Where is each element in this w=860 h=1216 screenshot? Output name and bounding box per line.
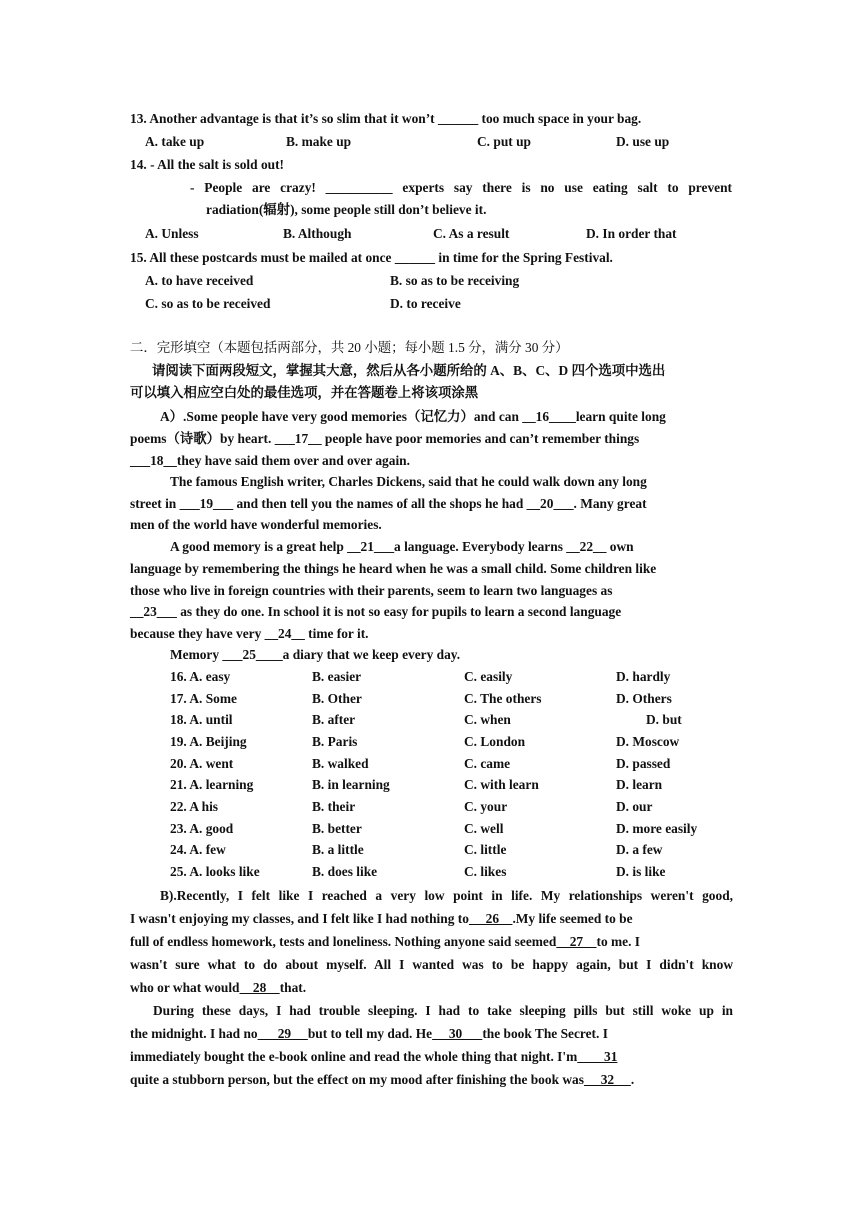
passage-a-line: The famous English writer, Charles Dickens, said that he could walk down any long bbox=[170, 474, 647, 489]
option-c: C. so as to be received bbox=[145, 296, 271, 311]
option-a: A. take up bbox=[145, 134, 205, 149]
passage-a-line: __23___ as they do one. In school it is not so easy for pupils to learn a second language bbox=[130, 604, 622, 619]
question-15-stem: 15. All these postcards must be mailed at once ______ in time for the Spring Festival. bbox=[130, 250, 613, 265]
question-14-stem: 14. - All the salt is sold out! bbox=[130, 157, 285, 172]
passage-a-line: because they have very __24__ time for it. bbox=[130, 626, 369, 641]
option-c: C. put up bbox=[477, 134, 531, 149]
passage-a-line: A good memory is a great help __21___a language. Everybody learns __22__ own bbox=[170, 539, 634, 554]
option-d: D. to receive bbox=[390, 296, 461, 311]
question-14-reply: - People are crazy! __________ experts say there is no use eating salt to prevent bbox=[190, 180, 732, 195]
section-instruction-cont: 可以填入相应空白处的最佳选项，并在答题卷上将该项涂黑 bbox=[130, 385, 479, 400]
passage-b-line: full of endless homework, tests and loneliness. Nothing anyone said seemed 27 to me. I bbox=[130, 934, 640, 949]
option-d: D. In order that bbox=[586, 226, 677, 241]
blank-29: 29 bbox=[257, 1026, 308, 1041]
passage-b-line: quite a stubborn person, but the effect on my mood after finishing the book was 32 . bbox=[130, 1072, 635, 1087]
blank-28: 28 bbox=[239, 980, 280, 995]
option-c: C. As a result bbox=[433, 226, 510, 241]
question-13-stem: 13. Another advantage is that it’s so slim that it won’t ______ too much space in your bag. bbox=[130, 111, 642, 126]
option-d: D. use up bbox=[616, 134, 670, 149]
passage-a-line: poems（诗歌）by heart. ___17__ people have poor memories and can’t remember things bbox=[130, 431, 640, 446]
passage-a-line: Memory ___25____a diary that we keep every day. bbox=[170, 647, 461, 662]
passage-b-line: During these days, I had trouble sleeping. I had to take sleeping pills but still woke up in bbox=[153, 1003, 733, 1018]
option-b: B. Although bbox=[283, 226, 352, 241]
option-a: A. Unless bbox=[145, 226, 199, 241]
blank-31: 31 bbox=[577, 1049, 618, 1064]
blank-30: 30 bbox=[432, 1026, 483, 1041]
section-heading: 二．完形填空（本题包括两部分，共 20 小题；每小题 1.5 分，满分 30 分） bbox=[130, 340, 569, 355]
passage-a-line: ___18__they have said them over and over again. bbox=[130, 453, 410, 468]
passage-a-line: those who live in foreign countries with their parents, seem to learn two languages as bbox=[130, 583, 613, 598]
blank-26: 26 bbox=[468, 911, 513, 926]
option-b: B. make up bbox=[286, 134, 352, 149]
passage-a-line: A）.Some people have very good memories（记忆力）and can __16____learn quite long bbox=[160, 409, 666, 424]
passage-b-line: I wasn't enjoying my classes, and I felt like I had nothing to 26 .My life seemed to be bbox=[130, 911, 633, 926]
passage-b-line: immediately bought the e-book online and read the whole thing that night. I'm 31 bbox=[130, 1049, 618, 1064]
passage-b-line: wasn't sure what to do about myself. All I wanted was to be happy again, but I didn't know bbox=[130, 957, 733, 972]
option-b: B. so as to be receiving bbox=[390, 273, 520, 288]
section-instruction: 请阅读下面两段短文，掌握其大意，然后从各小题所给的 A、B、C、D 四个选项中选出 bbox=[152, 363, 666, 378]
blank-27: 27 bbox=[556, 934, 597, 949]
blank-32: 32 bbox=[583, 1072, 631, 1087]
passage-b-line: B).Recently, I felt like I reached a very low point in life. My relationships weren't good, bbox=[160, 888, 733, 903]
option-a: A. to have received bbox=[145, 273, 254, 288]
passage-a-line: men of the world have wonderful memories. bbox=[130, 517, 382, 532]
passage-b-line: the midnight. I had no 29 but to tell my dad. He 30 the book The Secret. I bbox=[130, 1026, 608, 1041]
passage-b-line: who or what would 28 that. bbox=[130, 980, 307, 995]
passage-a-line: street in ___19___ and then tell you the names of all the shops he had __20___. Many great bbox=[130, 496, 647, 511]
question-14-reply-cont: radiation(辐射), some people still don’t believe it. bbox=[206, 202, 487, 217]
passage-a-line: language by remembering the things he heard when he was a small child. Some children like bbox=[130, 561, 657, 576]
